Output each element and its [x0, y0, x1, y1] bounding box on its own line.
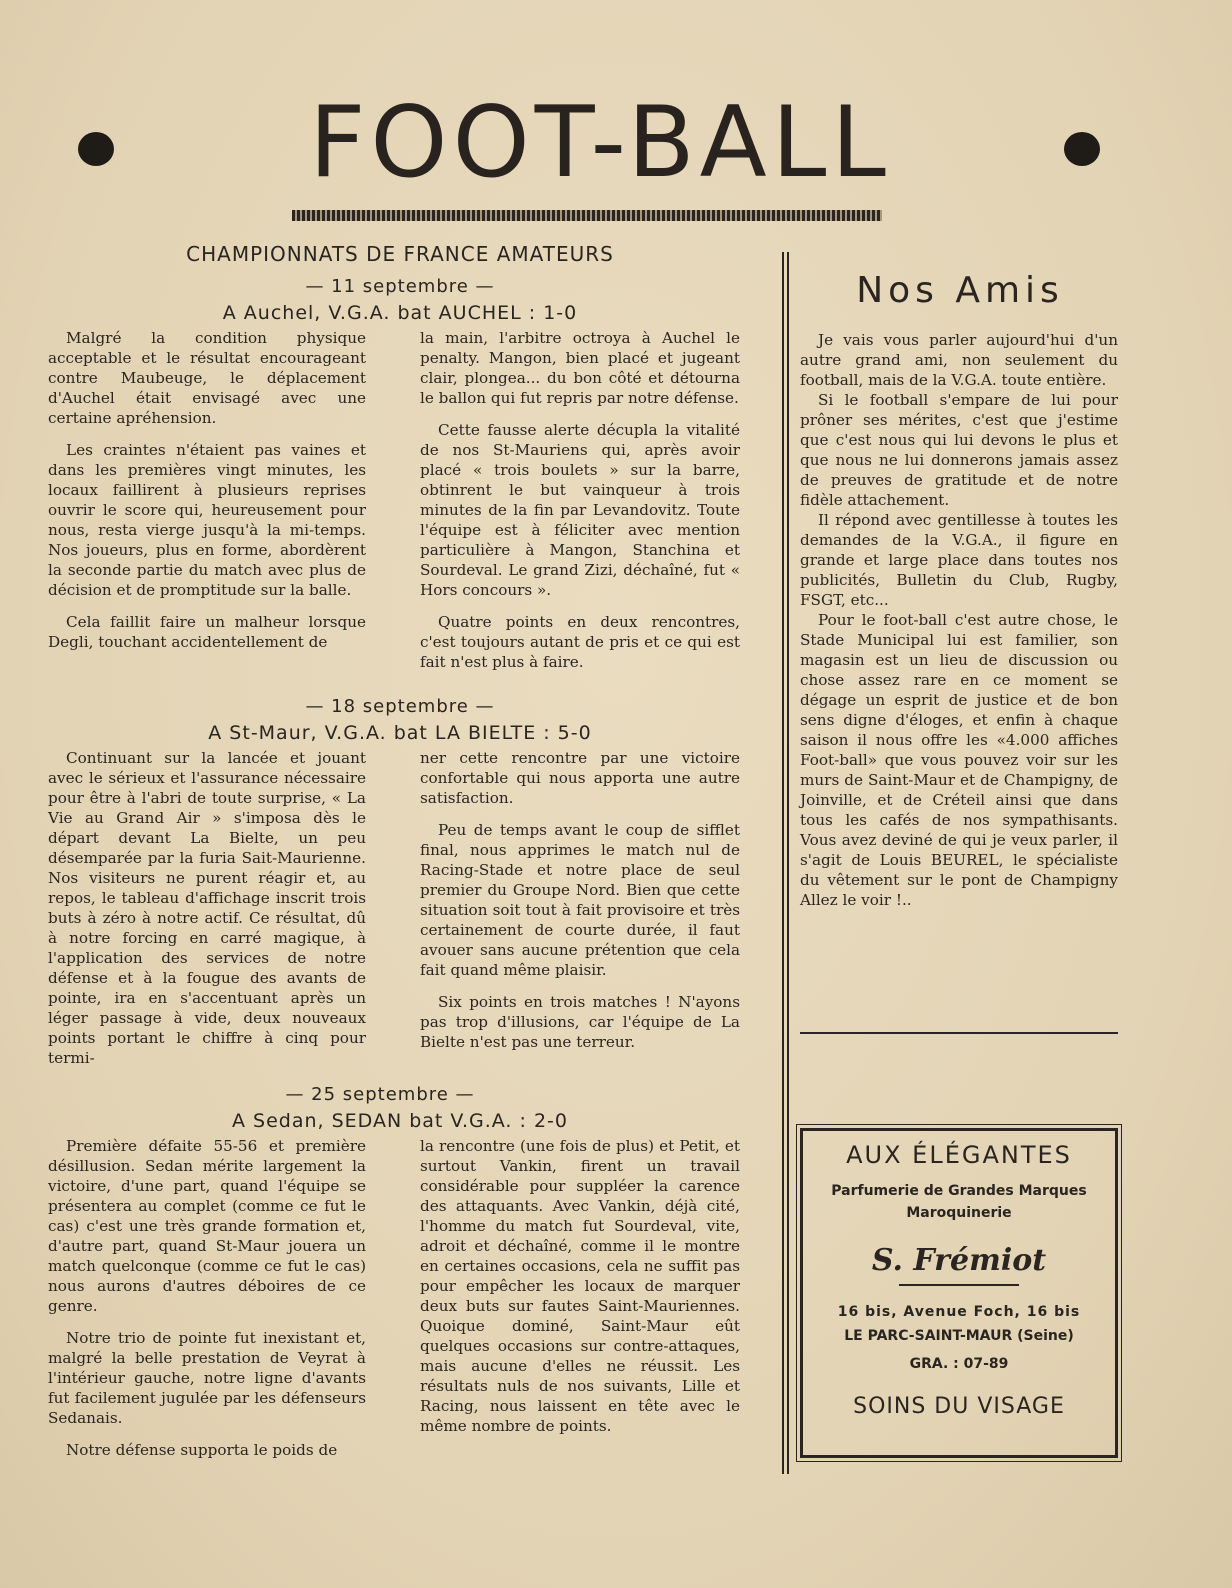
match-date: — 25 septembre — — [285, 1084, 475, 1105]
ad-tagline: SOINS DU VISAGE — [853, 1394, 1065, 1419]
column-divider — [782, 252, 784, 1474]
match-title: A Auchel, V.G.A. bat AUCHEL : 1-0 — [222, 302, 578, 324]
match-title: A Sedan, SEDAN bat V.G.A. : 2-0 — [232, 1110, 568, 1132]
ad-signature: S. Frémiot — [871, 1243, 1047, 1278]
article-paragraph: la rencontre (une fois de plus) et Petit, et surtout Vankin, firent un travail considérable pour suppléer la carence des attaquants. Avec Vankin, déjà cité, l'homme du match fut Sourdeval, vite, adroit et déchaîné, comme il le montre en certaines occasions, cela ne suffit pas pour empêcher les locaux de marquer deux buts sur fautes Saint-Mauriennes. Quoique dominé, Saint-Maur eût quelques occasions sur contre-attaques, mais aucune d'elles ne réussit. Les résultats nuls de nos suivants, Lille et Racing, nous laissent en tête avec le même nombre de points. — [420, 1137, 740, 1435]
article-paragraph: Cela faillit faire un malheur lorsque Degli, touchant accidentellement de — [48, 613, 366, 651]
article-paragraph: ner cette rencontre par une victoire confortable qui nous apporta une autre satisfaction. — [420, 749, 740, 807]
article-column-left — [48, 748, 366, 1080]
article-column-right — [420, 328, 740, 684]
ad-address: 16 bis, Avenue Foch, 16 bis — [837, 1304, 1081, 1320]
article-paragraph: Malgré la condition physique acceptable et le résultat encourageant contre Maubeuge, le déplacement d'Auchel était envisagé avec une certaine apréhension. — [48, 329, 366, 427]
match-date: — 11 septembre — — [305, 276, 495, 297]
football-dot-icon — [78, 132, 114, 166]
advertisement-box — [800, 1128, 1118, 1458]
match-title: A St-Maur, V.G.A. bat LA BIELTE : 5-0 — [208, 722, 592, 744]
ad-signature-underline — [899, 1284, 1019, 1286]
article-paragraph: Peu de temps avant le coup de sifflet final, nous apprimes le match nul de Racing-Stade et notre place de seul premier du Groupe Nord. Bien que cette situation soit tout à fait provisoire et très certainement de courte durée, il faut avouer sans aucune prétention que cela fait quand même plaisir. — [420, 821, 740, 979]
ad-city: LE PARC-SAINT-MAUR (Seine) — [844, 1328, 1074, 1344]
football-dot-icon — [1064, 132, 1100, 166]
article-paragraph: Première défaite 55-56 et première désillusion. Sedan mérite largement la victoire, d'une part, quand l'équipe se présentera au complet (comme ce fut le cas) c'est une très grande formation et, d'autre part, quand St-Maur jouera un match quelconque (comme ce fut le cas) nous aurons d'autres déboires de ce genre. — [48, 1137, 366, 1315]
masthead-title: FOOT-BALL — [309, 86, 891, 200]
article-column-right — [420, 1136, 740, 1448]
ad-phone: GRA. : 07-89 — [909, 1356, 1009, 1372]
ad-line: Maroquinerie — [906, 1205, 1012, 1221]
section-title: CHAMPIONNATS DE FRANCE AMATEURS — [186, 242, 614, 266]
article-column-left — [48, 328, 366, 664]
article-column-right — [420, 748, 740, 1064]
ad-shop-name: AUX ÉLÉGANTES — [846, 1141, 1072, 1169]
article-paragraph: Les craintes n'étaient pas vaines et dans les premières vingt minutes, les locaux faillirent à plusieurs reprises ouvrir le score qui, heureusement pour nous, resta vierge jusqu'à la mi-temps. Nos joueurs, plus en forme, abordèrent la seconde partie du match avec plus de décision et de promptitude sur la balle. — [48, 441, 366, 599]
article-paragraph: Quatre points en deux rencontres, c'est toujours autant de pris et ce qui est fait n'est plus à faire. — [420, 613, 740, 671]
match-date: — 18 septembre — — [305, 696, 495, 717]
article-column-left — [48, 1136, 366, 1472]
sidebar-title: Nos Amis — [856, 270, 1064, 311]
ad-line: Parfumerie de Grandes Marques — [831, 1183, 1087, 1199]
sidebar-paragraph: Il répond avec gentillesse à toutes les demandes de la V.G.A., il figure en grande et large place dans toutes nos publicités, Bulletin du Club, Rugby, FSGT, etc... — [800, 511, 1118, 609]
article-paragraph: la main, l'arbitre octroya à Auchel le penalty. Mangon, bien placé et jugeant clair, plongea... du bon côté et détourna le ballon qui fut repris par notre défense. — [420, 329, 740, 407]
article-paragraph: Six points en trois matches ! N'ayons pas trop d'illusions, car l'équipe de La Bielte n'est pas une terreur. — [420, 993, 740, 1051]
sidebar-rule — [800, 1032, 1118, 1034]
article-paragraph: Cette fausse alerte décupla la vitalité de nos St-Mauriens qui, après avoir placé « trois boulets » sur la barre, obtinrent le but vainqueur à trois minutes de la fin par Levandovitz. Toute l'équipe est à féliciter avec mention particulière à Mangon, Stanchina et Sourdeval. Le grand Zizi, déchaîné, fut « Hors concours ». — [420, 421, 740, 599]
sidebar-paragraph: Pour le foot-ball c'est autre chose, le Stade Municipal lui est familier, son magasin est un lieu de discussion ou chose assez rare en ce moment se dégage un esprit de justice et de bon sens digne d'éloges, et enfin à chaque saison il nous offre les «4.000 affiches Foot-ball» que vous pouvez voir sur les murs de Saint-Maur et de Champigny, de Joinville, et de Créteil ainsi que dans tous les cafés de nos sympathisants. Vous avez deviné de qui je veux parler, il s'agit de Louis BEUREL, le spécialiste du vêtement sur le pont de Champigny Allez le voir !.. — [800, 611, 1118, 909]
article-paragraph: Notre trio de pointe fut inexistant et, malgré la belle prestation de Veyrat à l'intérieur gauche, notre ligne d'avants fut facilement jugulée par les défenseurs Sedanais. — [48, 1329, 366, 1427]
masthead-rule — [292, 210, 882, 221]
sidebar-paragraph: Si le football s'empare de lui pour prôner ses mérites, c'est que j'estime que c'est nous qui lui devons le plus et que nous ne lui donnerons jamais assez de preuves de gratitude et de notre fidèle attachement. — [800, 391, 1118, 509]
article-paragraph: Continuant sur la lancée et jouant avec le sérieux et l'assurance nécessaire pour être à l'abri de toute surprise, « La Vie au Grand Air » s'imposa dès le départ devant La Bielte, un peu désemparée par la furia Sait-Maurienne. Nos visiteurs ne purent réagir et, au repos, le tableau d'affichage inscrit trois buts à zéro à notre actif. Ce résultat, dû à notre forcing en carré magique, à l'application des services de notre défense et à la fougue des avants de pointe, ira en s'accentuant après un léger passage à vide, deux nouveaux points portant le chiffre à cinq pour termi- — [48, 749, 366, 1067]
article-paragraph: Notre défense supporta le poids de — [66, 1441, 338, 1459]
sidebar-paragraph: Je vais vous parler aujourd'hui d'un autre grand ami, non seulement du football, mais de la V.G.A. toute entière. — [800, 331, 1118, 389]
sidebar-article — [800, 330, 1118, 910]
